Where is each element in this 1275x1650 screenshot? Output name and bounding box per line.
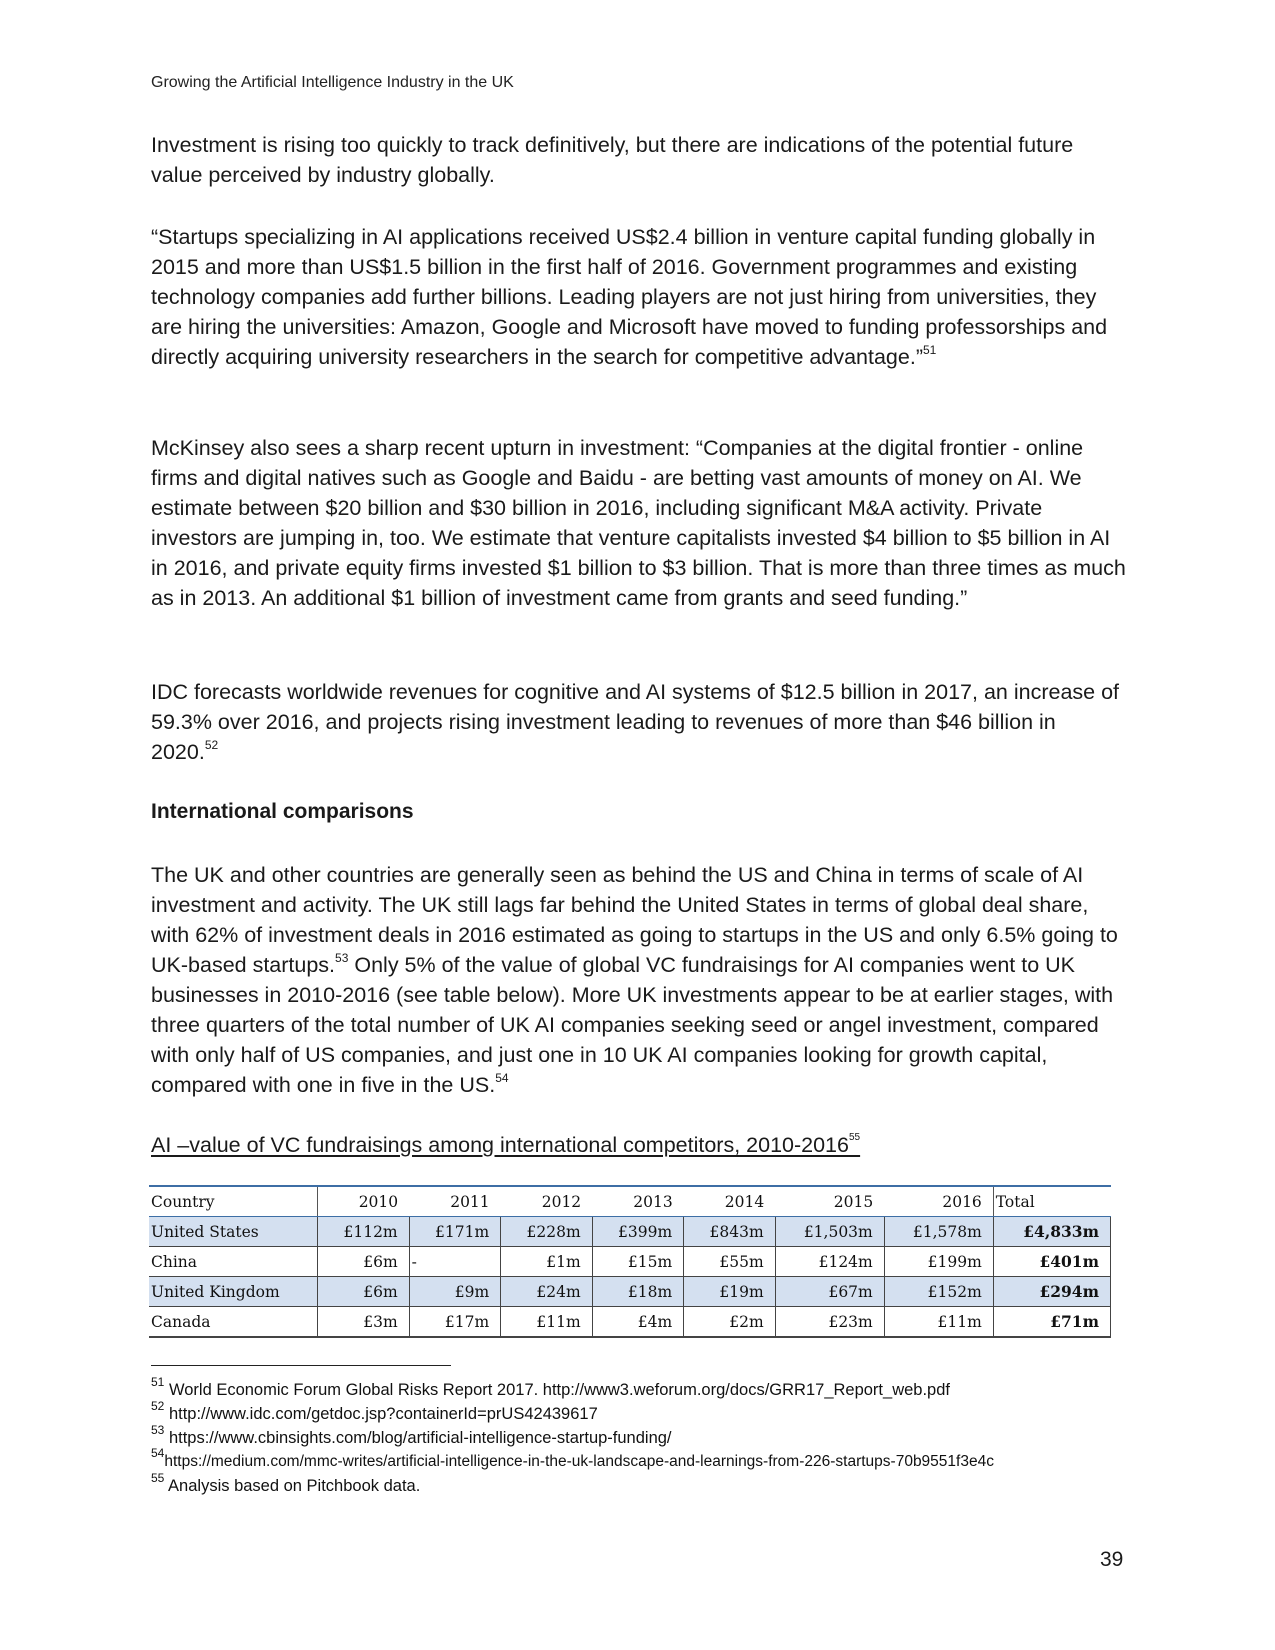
footnote-ref-54[interactable]: 54 bbox=[495, 1070, 509, 1085]
column-header-2012: 2012 bbox=[501, 1186, 593, 1217]
column-header-2015: 2015 bbox=[775, 1186, 884, 1217]
table-cell: £11m bbox=[884, 1307, 993, 1338]
paragraph-text: McKinsey also sees a sharp recent upturn in investment: “Companies at the digital frontier - online firms and digital natives such as Google and Baidu - are betting vast amounts of money on AI. We estimate between $20 billion and $30 billion in 2016, including significant M&A activity. Private investors are jumping in, too. We estimate that venture capitalists invested $4 billion to $5 billion in AI in 2016, and private equity firms invested $1 billion to $3 billion. That is more than three times as much as in 2013. An additional $1 billion of investment came from grants and seed funding.” bbox=[151, 436, 1126, 610]
table-cell-country: United Kingdom bbox=[149, 1277, 318, 1307]
table-cell-total: £4,833m bbox=[993, 1217, 1110, 1247]
paragraph-startups-quote bbox=[151, 222, 1126, 372]
table-header-row bbox=[149, 1186, 1111, 1217]
table-cell: £23m bbox=[775, 1307, 884, 1338]
footnote-54 bbox=[151, 1445, 1141, 1474]
table-cell: £19m bbox=[684, 1277, 776, 1307]
running-header: Growing the Artificial Intelligence Industry in the UK bbox=[151, 74, 514, 91]
footnote-number: 54 bbox=[151, 1445, 165, 1460]
table-cell: £9m bbox=[409, 1277, 501, 1307]
table-cell: £24m bbox=[501, 1277, 593, 1307]
table-cell: £843m bbox=[684, 1217, 776, 1247]
table-cell-total: £71m bbox=[993, 1307, 1110, 1338]
table-cell: £6m bbox=[318, 1277, 410, 1307]
footnote-text: Analysis based on Pitchbook data. bbox=[168, 1477, 421, 1495]
paragraph-idc-forecast bbox=[151, 677, 1126, 767]
table-cell-total: £401m bbox=[993, 1247, 1110, 1277]
footnote-number: 51 bbox=[151, 1374, 165, 1389]
paragraph-text: Only 5% of the value of global VC fundraisings for AI companies went to UK businesses in 2010-2016 (see table below). More UK investments appear to be at earlier stages, with three quarters of the total number of UK AI companies seeking seed or angel investment, compared with only half of US companies, and just one in 10 UK AI companies looking for growth capital, compared with one in five in the US. bbox=[151, 953, 1114, 1097]
table-cell: £124m bbox=[775, 1247, 884, 1277]
footnote-number: 55 bbox=[151, 1470, 165, 1485]
table-caption-text: AI –value of VC fundraisings among international competitors, 2010-2016 bbox=[151, 1133, 849, 1157]
table-cell-country: Canada bbox=[149, 1307, 318, 1338]
table-cell: £228m bbox=[501, 1217, 593, 1247]
table-cell: £199m bbox=[884, 1247, 993, 1277]
table-row-united-states bbox=[149, 1217, 1111, 1247]
table-cell: £399m bbox=[592, 1217, 684, 1247]
table-cell: £2m bbox=[684, 1307, 776, 1338]
paragraph-international-comparisons bbox=[151, 860, 1126, 1100]
footnote-ref-55[interactable]: 55 bbox=[848, 1131, 861, 1143]
footnote-number: 52 bbox=[151, 1398, 165, 1413]
paragraph-text: “Startups specializing in AI applications received US$2.4 billion in venture capital funding globally in 2015 and more than US$1.5 billion in the first half of 2016. Government programmes and existing technology companies add further billions. Leading players are not just hiring from universities, they are hiring the universities: Amazon, Google and Microsoft have moved to funding professorships and directly acquiring university researchers in the search for competitive advantage.” bbox=[151, 225, 1108, 369]
paragraph-investment-rising bbox=[151, 130, 1126, 190]
table-cell: £171m bbox=[409, 1217, 501, 1247]
column-header-2016: 2016 bbox=[884, 1186, 993, 1217]
footnote-53 bbox=[151, 1422, 1141, 1450]
table-row-united-kingdom bbox=[149, 1277, 1111, 1307]
footnote-link[interactable]: https://www.cbinsights.com/blog/artificial-intelligence-startup-funding/ bbox=[168, 1429, 672, 1447]
table-caption bbox=[151, 1133, 860, 1158]
table-cell: £67m bbox=[775, 1277, 884, 1307]
table-cell: £15m bbox=[592, 1247, 684, 1277]
paragraph-mckinsey bbox=[151, 433, 1126, 613]
table-cell: £1,503m bbox=[775, 1217, 884, 1247]
table-cell: £6m bbox=[318, 1247, 410, 1277]
table-cell: £112m bbox=[318, 1217, 410, 1247]
table-cell: £17m bbox=[409, 1307, 501, 1338]
footnote-text[interactable]: World Economic Forum Global Risks Report 2017. http://www3.weforum.org/docs/GRR17_Report_web.pdf bbox=[168, 1381, 950, 1399]
footnote-ref-52[interactable]: 52 bbox=[204, 737, 219, 752]
table-cell-country: China bbox=[149, 1247, 318, 1277]
table-cell: £18m bbox=[592, 1277, 684, 1307]
column-header-2011: 2011 bbox=[409, 1186, 501, 1217]
footnote-separator bbox=[151, 1365, 451, 1366]
column-header-2014: 2014 bbox=[684, 1186, 776, 1217]
table-cell: £1,578m bbox=[884, 1217, 993, 1247]
table-row-china bbox=[149, 1247, 1111, 1277]
footnote-51 bbox=[151, 1374, 1141, 1402]
section-heading: International comparisons bbox=[151, 800, 414, 823]
paragraph-text: The UK and other countries are generally seen as behind the US and China in terms of scale of AI investment and activity. The UK still lags far behind the United States in terms of global deal share, with 62% of investment deals in 2016 estimated as going to startups in the US and only 6.5% going to UK-based startups. bbox=[151, 863, 1118, 977]
table-cell-country: United States bbox=[149, 1217, 318, 1247]
table-cell: £1m bbox=[501, 1247, 593, 1277]
footnote-link[interactable]: http://www.idc.com/getdoc.jsp?containerId=prUS42439617 bbox=[168, 1405, 598, 1423]
column-header-country: Country bbox=[149, 1186, 318, 1217]
table-cell: £152m bbox=[884, 1277, 993, 1307]
footnote-55 bbox=[151, 1470, 1141, 1498]
page-number: 39 bbox=[1100, 1548, 1124, 1571]
table-cell: £3m bbox=[318, 1307, 410, 1338]
footnote-ref-53[interactable]: 53 bbox=[335, 950, 349, 965]
column-header-2013: 2013 bbox=[592, 1186, 684, 1217]
paragraph-text: Investment is rising too quickly to track definitively, but there are indications of the potential future value perceived by industry globally. bbox=[151, 133, 1074, 187]
footnotes bbox=[151, 1374, 1141, 1498]
table-cell: £11m bbox=[501, 1307, 593, 1338]
table-cell: £4m bbox=[592, 1307, 684, 1338]
paragraph-text: IDC forecasts worldwide revenues for cognitive and AI systems of $12.5 billion in 2017, an increase of 59.3% over 2016, and projects rising investment leading to revenues of more than $46 billion in 2020. bbox=[151, 680, 1120, 764]
footnote-link[interactable]: https://medium.com/mmc-writes/artificial-intelligence-in-the-uk-landscape-and-learnings-from-226-startups-70b9551f3e4c bbox=[164, 1453, 994, 1470]
footnote-52 bbox=[151, 1398, 1141, 1426]
table-cell: - bbox=[409, 1247, 501, 1277]
table-cell-total: £294m bbox=[993, 1277, 1110, 1307]
table-cell: £55m bbox=[684, 1247, 776, 1277]
vc-fundraising-table bbox=[149, 1185, 1111, 1338]
table-row-canada bbox=[149, 1307, 1111, 1338]
footnote-number: 53 bbox=[151, 1422, 165, 1437]
footnote-ref-51[interactable]: 51 bbox=[922, 342, 937, 357]
column-header-total: Total bbox=[993, 1186, 1110, 1217]
column-header-2010: 2010 bbox=[318, 1186, 410, 1217]
